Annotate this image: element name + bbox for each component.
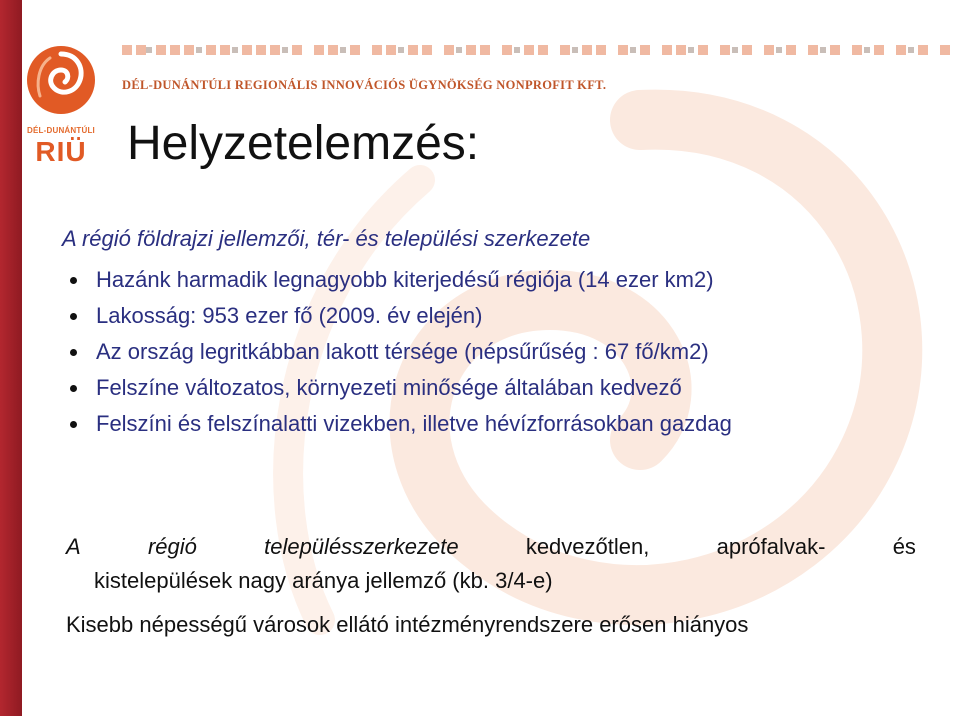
paragraph-word: kedvezőtlen, [525, 534, 650, 559]
bullet-list [62, 262, 732, 442]
bullet-item: Hazánk harmadik legnagyobb kiterjedésű régiója (14 ezer km2) [62, 262, 732, 298]
urban-services-paragraph: Kisebb népességű városok ellátó intézményrendszere erősen hiányos [66, 612, 749, 637]
swirl-logo-icon [22, 36, 100, 126]
page-title: Helyzetelemzés: [127, 117, 480, 170]
decorative-dot-pattern [122, 39, 952, 61]
bullet-item: Felszíni és felszínalatti vizekben, illetve hévízforrásokban gazdag [62, 406, 732, 442]
paragraph-word: aprófalvak- [716, 534, 826, 559]
bullet-item: Lakosság: 953 ezer fő (2009. év elején) [62, 298, 732, 334]
logo-text-riu: RIÜ [35, 136, 87, 167]
paragraph-word: településszerkezete [264, 534, 459, 559]
riu-logo [22, 36, 100, 174]
bullet-item: Felszíne változatos, környezeti minősége általában kedvező [62, 370, 732, 406]
organization-name: DÉL-DUNÁNTÚLI REGIONÁLIS INNOVÁCIÓS ÜGYNÖKSÉG NONPROFIT KFT. [122, 78, 607, 92]
paragraph-word: A [66, 534, 81, 559]
bullet-item: Az ország legritkábban lakott térsége (népsűrűség : 67 fő/km2) [62, 334, 732, 370]
settlement-structure-paragraph [66, 530, 916, 598]
paragraph-line-1 [66, 530, 916, 564]
paragraph-line-2: kistelepülések nagy aránya jellemző (kb. 3/4-e) [94, 568, 553, 593]
section-subtitle: A régió földrajzi jellemzői, tér- és települési szerkezete [62, 226, 591, 251]
side-color-band [0, 0, 22, 716]
paragraph-word: és [892, 534, 916, 559]
paragraph-word: régió [147, 534, 197, 559]
logo-text-region: DÉL-DUNÁNTÚLI [27, 126, 95, 135]
